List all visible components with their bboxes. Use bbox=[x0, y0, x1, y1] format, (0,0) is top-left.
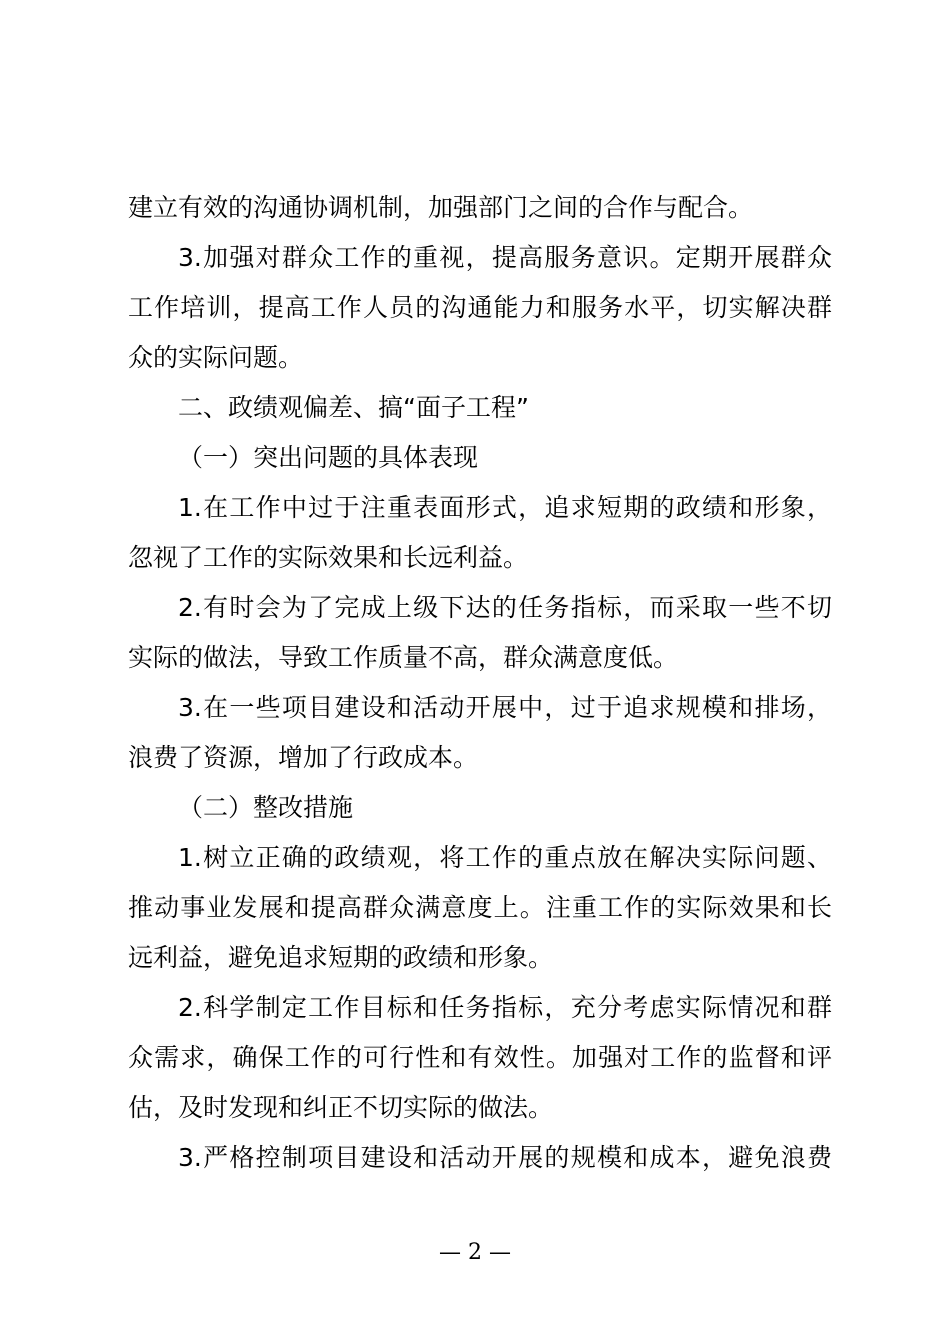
text-line: 推动事业发展和提高群众满意度上。注重工作的实际效果和长 bbox=[128, 893, 832, 922]
text-line: 2.有时会为了完成上级下达的任务指标，而采取一些不切 bbox=[178, 593, 832, 622]
text-line: 众的实际问题。 bbox=[128, 343, 304, 372]
text-line: 实际的做法，导致工作质量不高，群众满意度低。 bbox=[128, 643, 679, 672]
text-line: 1.在工作中过于注重表面形式，追求短期的政绩和形象， bbox=[178, 493, 832, 522]
text-line: 众需求，确保工作的可行性和有效性。加强对工作的监督和评 bbox=[128, 1043, 832, 1072]
text-line: 1.树立正确的政绩观，将工作的重点放在解决实际问题、 bbox=[178, 843, 832, 872]
text-line: 估，及时发现和纠正不切实际的做法。 bbox=[128, 1093, 554, 1122]
text-line: 3.加强对群众工作的重视，提高服务意识。定期开展群众 bbox=[178, 243, 832, 272]
text-line: 浪费了资源，增加了行政成本。 bbox=[128, 743, 479, 772]
text-line: （一）突出问题的具体表现 bbox=[178, 443, 479, 472]
page-number: — 2 — bbox=[439, 1240, 511, 1265]
text-line: 忽视了工作的实际效果和长远利益。 bbox=[128, 543, 529, 572]
text-line: 2.科学制定工作目标和任务指标，充分考虑实际情况和群 bbox=[178, 993, 832, 1022]
text-line: 3.严格控制项目建设和活动开展的规模和成本，避免浪费 bbox=[178, 1143, 832, 1172]
text-line: 建立有效的沟通协调机制，加强部门之间的合作与配合。 bbox=[128, 193, 754, 222]
document-body bbox=[128, 183, 832, 1183]
text-line: （二）整改措施 bbox=[178, 793, 354, 822]
text-line: 3.在一些项目建设和活动开展中，过于追求规模和排场， bbox=[178, 693, 832, 722]
text-line: 二、政绩观偏差、搞“面子工程” bbox=[178, 393, 529, 422]
text-line: 工作培训，提高工作人员的沟通能力和服务水平，切实解决群 bbox=[128, 293, 832, 322]
text-line: 远利益，避免追求短期的政绩和形象。 bbox=[128, 943, 554, 972]
